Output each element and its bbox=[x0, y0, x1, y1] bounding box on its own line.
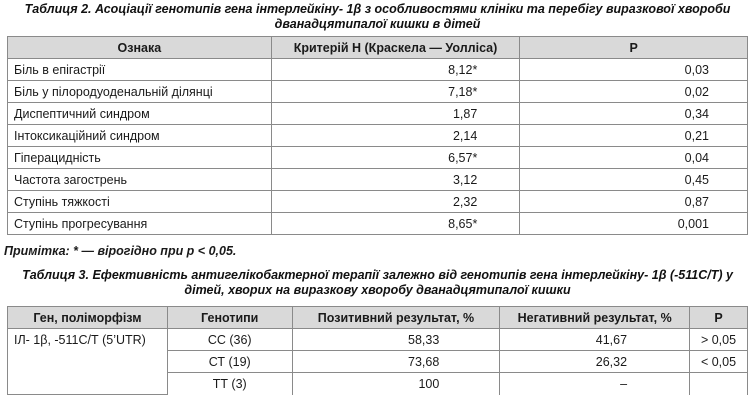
table-row bbox=[8, 81, 748, 103]
table2-footnote: Примітка: * — вірогідно при p < 0,05. bbox=[4, 244, 237, 258]
column-header-negative: Негативний результат, % bbox=[500, 307, 690, 329]
gene-cell: ІЛ- 1β, -511С/Т (5’UTR) bbox=[8, 329, 168, 395]
column-header-positive: Позитивний результат, % bbox=[292, 307, 500, 329]
h-value-cell: 2,14 bbox=[271, 125, 520, 147]
table3-caption: Таблиця 3. Ефективність антигелікобактерної терапії залежно від генотипів гена інтерлейкіну- 1β (-511С/Т) у дітей, хворих на виразкову хворобу дванадцятипалої кишки bbox=[22, 268, 733, 297]
table-row bbox=[8, 329, 748, 351]
p-value-cell: 0,21 bbox=[520, 125, 748, 147]
feature-cell: Інтоксикаційний синдром bbox=[8, 125, 272, 147]
table2-caption: Таблиця 2. Асоціації генотипів гена інтерлейкіну- 1β з особливостями клініки та перебігу виразкової хвороби дванадцятипалої кишки в дітей bbox=[24, 2, 731, 31]
genotype-cell: СС (36) bbox=[167, 329, 292, 351]
h-value-cell: 7,18* bbox=[271, 81, 520, 103]
column-header-p: Р bbox=[690, 307, 748, 329]
positive-cell: 100 bbox=[292, 373, 500, 395]
h-value-cell: 6,57* bbox=[271, 147, 520, 169]
genotype-cell: СТ (19) bbox=[167, 351, 292, 373]
negative-cell: – bbox=[500, 373, 690, 395]
negative-cell: 41,67 bbox=[500, 329, 690, 351]
positive-cell: 58,33 bbox=[292, 329, 500, 351]
column-header-gene: Ген, поліморфізм bbox=[8, 307, 168, 329]
table3 bbox=[7, 306, 748, 395]
table3-header-row bbox=[8, 307, 748, 329]
table-row bbox=[8, 103, 748, 125]
p-value-cell: > 0,05 bbox=[690, 329, 748, 351]
feature-cell: Гіперацидність bbox=[8, 147, 272, 169]
column-header-feature: Ознака bbox=[8, 37, 272, 59]
p-value-cell: < 0,05 bbox=[690, 351, 748, 373]
h-value-cell: 8,65* bbox=[271, 213, 520, 235]
p-value-cell: 0,001 bbox=[520, 213, 748, 235]
table-row bbox=[8, 125, 748, 147]
p-value-cell: 0,03 bbox=[520, 59, 748, 81]
table-row bbox=[8, 213, 748, 235]
feature-cell: Диспептичний синдром bbox=[8, 103, 272, 125]
feature-cell: Частота загострень bbox=[8, 169, 272, 191]
table-row bbox=[8, 59, 748, 81]
feature-cell: Ступінь прогресування bbox=[8, 213, 272, 235]
column-header-genotype: Генотипи bbox=[167, 307, 292, 329]
p-value-cell: 0,87 bbox=[520, 191, 748, 213]
table-row bbox=[8, 147, 748, 169]
genotype-cell: ТТ (3) bbox=[167, 373, 292, 395]
h-value-cell: 3,12 bbox=[271, 169, 520, 191]
feature-cell: Біль у пілородуоденальній ділянці bbox=[8, 81, 272, 103]
table-row bbox=[8, 191, 748, 213]
h-value-cell: 8,12* bbox=[271, 59, 520, 81]
h-value-cell: 2,32 bbox=[271, 191, 520, 213]
feature-cell: Ступінь тяжкості bbox=[8, 191, 272, 213]
h-value-cell: 1,87 bbox=[271, 103, 520, 125]
table-row bbox=[8, 169, 748, 191]
negative-cell: 26,32 bbox=[500, 351, 690, 373]
p-value-cell: 0,45 bbox=[520, 169, 748, 191]
positive-cell: 73,68 bbox=[292, 351, 500, 373]
table2 bbox=[7, 36, 748, 235]
p-value-cell: 0,02 bbox=[520, 81, 748, 103]
table2-header-row bbox=[8, 37, 748, 59]
p-value-cell bbox=[690, 373, 748, 395]
p-value-cell: 0,04 bbox=[520, 147, 748, 169]
column-header-p: Р bbox=[520, 37, 748, 59]
column-header-kruskal-wallis: Критерій Н (Краскела — Уолліса) bbox=[271, 37, 520, 59]
feature-cell: Біль в епігастрії bbox=[8, 59, 272, 81]
p-value-cell: 0,34 bbox=[520, 103, 748, 125]
